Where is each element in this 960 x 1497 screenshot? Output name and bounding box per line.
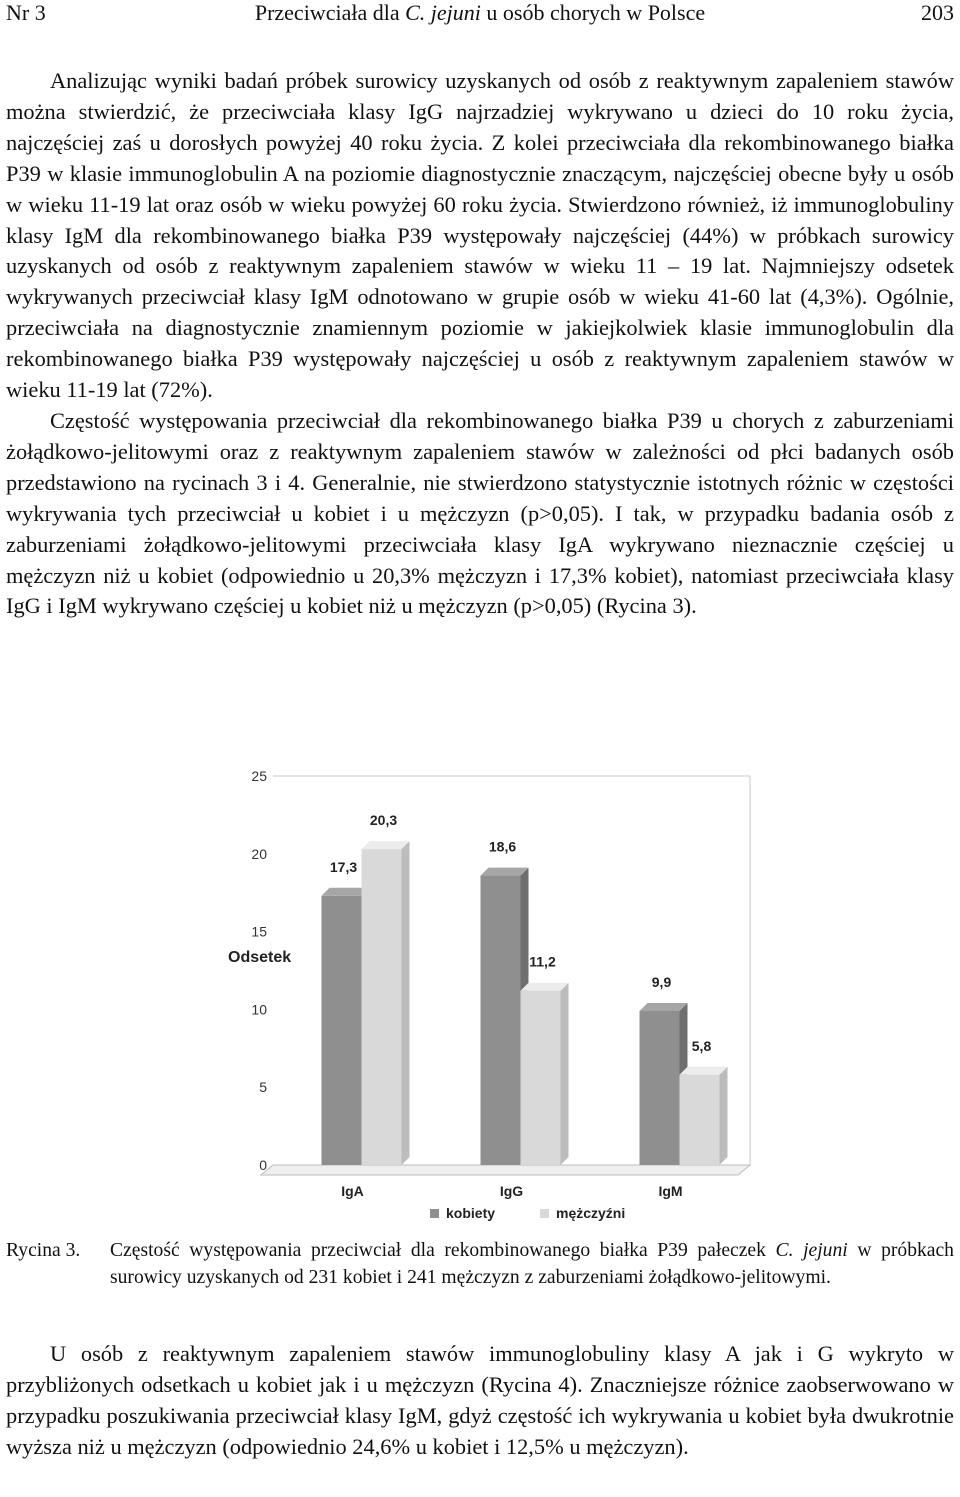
bar-top: [362, 841, 410, 849]
bar: [322, 896, 362, 1165]
data-label: 18,6: [488, 838, 517, 855]
y-tick-label: 5: [259, 1079, 267, 1096]
data-label: 20,3: [369, 812, 398, 829]
y-tick-label: 15: [251, 923, 267, 940]
body-text-bottom: [6, 1339, 954, 1463]
bar: [481, 876, 521, 1165]
legend-swatch: [430, 1209, 439, 1218]
caption-genus: C. jejuni: [775, 1240, 848, 1261]
data-label: 11,2: [529, 953, 556, 970]
y-axis-label: Odsetek: [228, 949, 292, 966]
caption-label: Rycina 3.: [6, 1240, 81, 1261]
caption-text: [110, 1237, 954, 1291]
bar-side: [402, 841, 410, 1165]
legend-label: mężczyźni: [556, 1205, 626, 1221]
caption-text-before: Częstość występowania przeciwciał dla rekombinowanego białka P39 pałeczek: [110, 1240, 776, 1261]
y-tick-label: 25: [251, 768, 267, 784]
running-title-genus: C. jejuni: [405, 0, 481, 25]
running-title-suffix: u osób chorych w Polsce: [480, 0, 706, 25]
page-number: 203: [921, 0, 954, 25]
data-label: 9,9: [651, 973, 672, 990]
x-tick-label: IgM: [658, 1183, 683, 1199]
bar-top: [521, 983, 569, 991]
legend-swatch: [540, 1209, 549, 1218]
bar-top: [680, 1067, 728, 1075]
paragraph: Analizując wyniki badań próbek surowicy uzyskanych od osób z reaktywnym zapaleniem stawów można stwierdzić, że przeciwciała klasy IgG najrzadziej wykrywano u dzieci do 10 roku życia, najczęściej zaś u dorosłych powyżej 40 roku życia. Z kolei przeciwciała dla rekombinowanego białka P39 w klasie immunoglobulin A na poziomie diagnostycznie znaczącym, najczęściej obecne były u osób w wieku 11-19 lat oraz osób w wieku powyżej 60 roku życia. Stwierdzono również, iż immunoglobuliny klasy IgM dla rekombinowanego białka P39 występowały najczęściej (44%) w próbkach surowicy uzyskanych od osób z reaktywnym zapaleniem stawów w wieku 11 – 19 lat. Najmniejszy odsetek wykrywanych przeciwciał klasy IgM odnotowano w grupie osób w wieku 41-60 lat (4,3%). Ogólnie, przeciwciała na diagnostycznie znamiennym poziomie w jakiejkolwiek klasie immunoglobulin dla rekombinowanego białka P39 występowały najczęściej u osób z reaktywnym zapaleniem stawów w wieku 11-19 lat (72%).: [6, 68, 954, 403]
bar: [640, 1011, 680, 1165]
bar-side: [561, 983, 569, 1165]
journal-number: Nr 3: [6, 0, 46, 25]
paragraph: Częstość występowania przeciwciał dla rekombinowanego białka P39 u chorych z zaburzeniami żołądkowo-jelitowymi oraz z reaktywnym zapaleniem stawów w zależności od płci badanych osób przedstawiono na rycinach 3 i 4. Generalnie, nie stwierdzono statystycznie istotnych różnic w częstości wykrywania tych przeciwciał u kobiet i u mężczyzn (p>0,05). I tak, w przypadku badania osób z zaburzeniami żołądkowo-jelitowymi przeciwciała klasy IgA wykrywano nieznacznie częściej u mężczyzn niż u kobiet (odpowiednio u 20,3% mężczyzn i 17,3% kobiet), natomiast przeciwciała klasy IgG i IgM wykrywano częściej u kobiet niż u mężczyzn (p>0,05) (Rycina 3).: [6, 407, 954, 619]
x-tick-label: IgA: [341, 1183, 364, 1199]
y-tick-label: 20: [251, 845, 267, 862]
paragraph: U osób z reaktywnym zapaleniem stawów immunoglobuliny klasy A jak i G wykryto w przybliżonych odsetkach u kobiet jak i u mężczyzn (Rycina 4). Znaczniejsze różnice zaobserwowano w przypadku poszukiwania przeciwciał klasy IgM, gdyż częstość ich wykrywania u kobiet była dwukrotnie wyższa niż u mężczyzn (odpowiednio 24,6% u kobiet i 12,5% u mężczyzn).: [6, 1341, 954, 1459]
data-label: 5,8: [691, 1037, 712, 1054]
bar-top: [481, 868, 529, 876]
y-tick-label: 0: [259, 1157, 267, 1173]
bar-top: [640, 1003, 688, 1011]
legend-label: kobiety: [446, 1205, 496, 1221]
chart-floor: [261, 1165, 750, 1175]
figure-caption: [6, 1237, 954, 1291]
bar: [362, 849, 402, 1165]
bar-side: [720, 1067, 728, 1165]
running-header: [0, 0, 960, 28]
bar: [680, 1075, 720, 1165]
data-label: 17,3: [329, 858, 358, 875]
running-title-prefix: Przeciwciała dla: [254, 0, 406, 25]
x-tick-label: IgG: [499, 1183, 524, 1199]
running-title: [0, 0, 960, 26]
y-tick-label: 10: [251, 1001, 267, 1018]
body-text-top: [6, 66, 954, 622]
bar: [521, 991, 561, 1165]
caption-text-after: w próbkach surowicy uzyskanych od 231 kobiet i 241 mężczyzn z zaburzeniami żołądkowo-jelitowymi.: [110, 1240, 954, 1288]
bar-chart: [205, 748, 765, 1228]
